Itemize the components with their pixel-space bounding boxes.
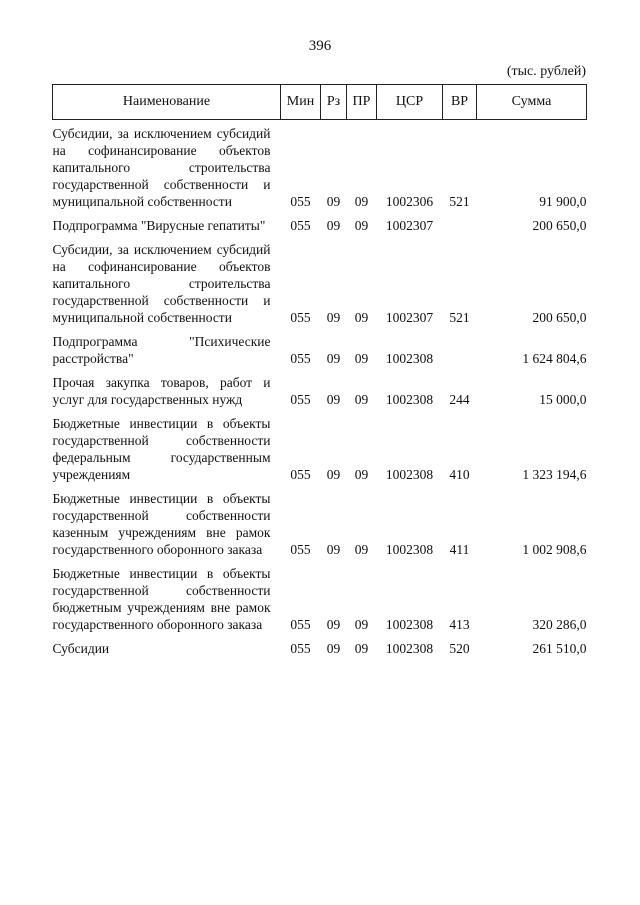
header-rz: Рз [321, 85, 347, 120]
row-pr: 09 [354, 194, 369, 209]
row-min: 055 [290, 351, 311, 366]
row-name: Бюджетные инвестиции в объекты государственной собственности казенным учреждениям вне рамок государственного оборонного заказа [52, 491, 271, 557]
row-sum: 1 624 804,6 [522, 351, 587, 366]
table-row [53, 640, 587, 664]
row-name: Подпрограмма "Психические расстройства" [52, 334, 271, 366]
row-csr: 1002308 [385, 351, 434, 366]
row-csr: 1002307 [385, 218, 434, 233]
header-name: Наименование [53, 85, 281, 120]
row-csr: 1002308 [385, 617, 434, 632]
row-name: Бюджетные инвестиции в объекты государственной собственности бюджетным учреждениям вне рамок государственного оборонного заказа [52, 566, 271, 632]
row-sum: 320 286,0 [532, 617, 587, 632]
header-min: Мин [281, 85, 321, 120]
row-rz: 09 [326, 617, 341, 632]
row-vr: 413 [449, 617, 470, 632]
row-sum: 1 002 908,6 [522, 542, 587, 557]
row-csr: 1002306 [385, 194, 434, 209]
table-row [53, 565, 587, 640]
header-vr: ВР [443, 85, 477, 120]
row-sum: 261 510,0 [532, 641, 587, 656]
row-sum: 200 650,0 [532, 218, 587, 233]
row-vr [443, 333, 477, 374]
units-label: (тыс. рублей) [506, 64, 586, 79]
row-rz: 09 [326, 467, 341, 482]
row-rz: 09 [326, 351, 341, 366]
row-csr: 1002308 [385, 467, 434, 482]
table-row [53, 374, 587, 415]
row-min: 055 [290, 617, 311, 632]
row-csr: 1002308 [385, 392, 434, 407]
header-pr: ПР [347, 85, 377, 120]
header-csr: ЦСР [377, 85, 443, 120]
page-number: 396 [308, 38, 332, 54]
row-pr: 09 [354, 467, 369, 482]
table-row [53, 415, 587, 490]
table-header-row [53, 85, 587, 120]
row-min: 055 [290, 392, 311, 407]
row-pr: 09 [354, 542, 369, 557]
row-rz: 09 [326, 542, 341, 557]
row-pr: 09 [354, 351, 369, 366]
row-min: 055 [290, 310, 311, 325]
row-vr: 521 [449, 310, 470, 325]
row-vr: 411 [449, 542, 470, 557]
row-vr: 244 [449, 392, 470, 407]
row-rz: 09 [326, 194, 341, 209]
row-sum: 15 000,0 [539, 392, 587, 407]
table-row [53, 333, 587, 374]
row-pr: 09 [354, 617, 369, 632]
row-csr: 1002308 [385, 641, 434, 656]
row-min: 055 [290, 194, 311, 209]
table-row [53, 120, 587, 218]
row-rz: 09 [326, 392, 341, 407]
row-pr: 09 [354, 641, 369, 656]
row-name: Субсидии, за исключением субсидий на софинансирование объектов капитального строительства государственной собственности и муниципальной собственности [52, 242, 271, 325]
row-csr: 1002307 [385, 310, 434, 325]
row-vr [443, 217, 477, 241]
row-pr: 09 [354, 310, 369, 325]
header-sum: Сумма [477, 85, 587, 120]
row-name: Бюджетные инвестиции в объекты государственной собственности федеральным государственным учреждениям [52, 416, 271, 482]
row-pr: 09 [354, 218, 369, 233]
row-vr: 520 [449, 641, 470, 656]
row-rz: 09 [326, 310, 341, 325]
row-rz: 09 [326, 218, 341, 233]
row-vr: 410 [449, 467, 470, 482]
row-name: Субсидии [52, 641, 110, 656]
table-row [53, 490, 587, 565]
row-sum: 91 900,0 [539, 194, 587, 209]
row-sum: 1 323 194,6 [522, 467, 587, 482]
row-name: Подпрограмма "Вирусные гепатиты" [52, 218, 266, 233]
row-min: 055 [290, 218, 311, 233]
table-row [53, 241, 587, 333]
budget-table [52, 84, 587, 664]
row-sum: 200 650,0 [532, 310, 587, 325]
row-rz: 09 [326, 641, 341, 656]
row-vr: 521 [449, 194, 470, 209]
table-row [53, 217, 587, 241]
row-min: 055 [290, 542, 311, 557]
row-min: 055 [290, 467, 311, 482]
row-name: Прочая закупка товаров, работ и услуг для государственных нужд [52, 375, 271, 407]
row-pr: 09 [354, 392, 369, 407]
row-csr: 1002308 [385, 542, 434, 557]
row-name: Субсидии, за исключением субсидий на софинансирование объектов капитального строительства государственной собственности и муниципальной собственности [52, 126, 271, 209]
row-min: 055 [290, 641, 311, 656]
